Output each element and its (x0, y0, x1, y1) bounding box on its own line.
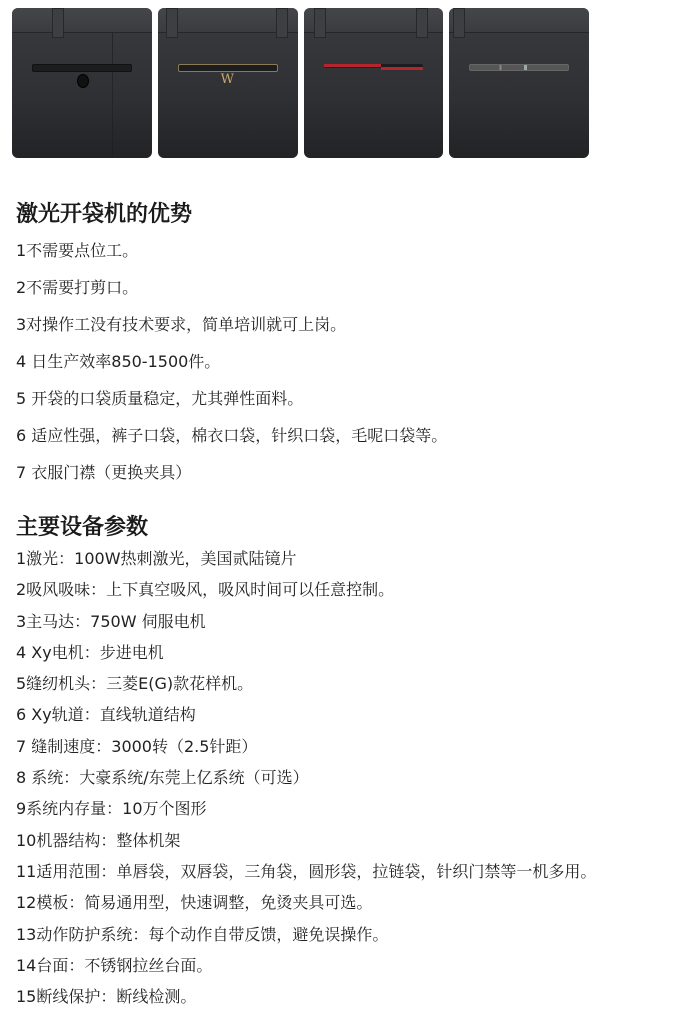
advantage-item: 4 日生产效率850-1500件。 (16, 352, 221, 371)
advantage-item: 2不需要打剪口。 (16, 278, 139, 297)
spec-item: 9系统内存量：10万个图形 (16, 799, 207, 819)
specs-title: 主要设备参数 (16, 515, 149, 540)
spec-item: 4 Xy电机：步进电机 (16, 642, 164, 662)
spec-item: 8 系统：大豪系统/东莞上亿系统（可选） (16, 768, 309, 788)
pocket-photo-red (304, 8, 444, 158)
welt-pocket (32, 64, 132, 72)
spec-item: 12模板：简易通用型，快速调整，免烫夹具可选。 (16, 893, 373, 913)
welt-pocket (469, 64, 569, 71)
pocket-photo-plain (12, 8, 152, 158)
spec-item: 14台面：不锈钢拉丝台面。 (16, 955, 213, 975)
spec-item: 10机器结构：整体机架 (16, 830, 181, 850)
spec-item: 6 Xy轨道：直线轨道结构 (16, 705, 196, 725)
spec-item: 11适用范围：单唇袋，双唇袋，三角袋，圆形袋，拉链袋，针织门禁等一机多用。 (16, 861, 597, 881)
advantage-item: 6 适应性强，裤子口袋，棉衣口袋，针织口袋，毛呢口袋等。 (16, 426, 448, 445)
welt-pocket (324, 64, 424, 68)
advantages-title: 激光开袋机的优势 (16, 202, 193, 227)
spec-item: 15断线保护：断线检测。 (16, 987, 197, 1007)
advantage-item: 5 开袋的口袋质量稳定，尤其弹性面料。 (16, 389, 304, 408)
spec-item: 1激光：100W热刺激光，美国贰陆镜片 (16, 549, 297, 568)
pocket-photo-strip (12, 8, 589, 158)
advantages-list (16, 240, 672, 499)
spec-item: 2吸风吸味：上下真空吸风，吸风时间可以任意控制。 (16, 580, 395, 600)
spec-item: 3主马达：750W 伺服电机 (16, 611, 206, 631)
button-icon (77, 74, 89, 88)
welt-pocket (178, 64, 278, 72)
spec-item: 7 缝制速度：3000转（2.5针距） (16, 736, 258, 756)
spec-item: 5缝纫机头：三菱E(G)款花样机。 (16, 674, 254, 694)
advantage-item: 3对操作工没有技术要求，简单培训就可上岗。 (16, 315, 347, 334)
specs-list (16, 548, 676, 1017)
spec-item: 13动作防护系统：每个动作自带反馈，避免误操作。 (16, 924, 389, 944)
advantage-item: 1不需要点位工。 (16, 241, 139, 260)
pocket-photo-striped (449, 8, 589, 158)
pocket-photo-gold (158, 8, 298, 158)
brand-logo-icon: W (220, 72, 234, 87)
advantage-item: 7 衣服门襟（更换夹具） (16, 463, 192, 482)
